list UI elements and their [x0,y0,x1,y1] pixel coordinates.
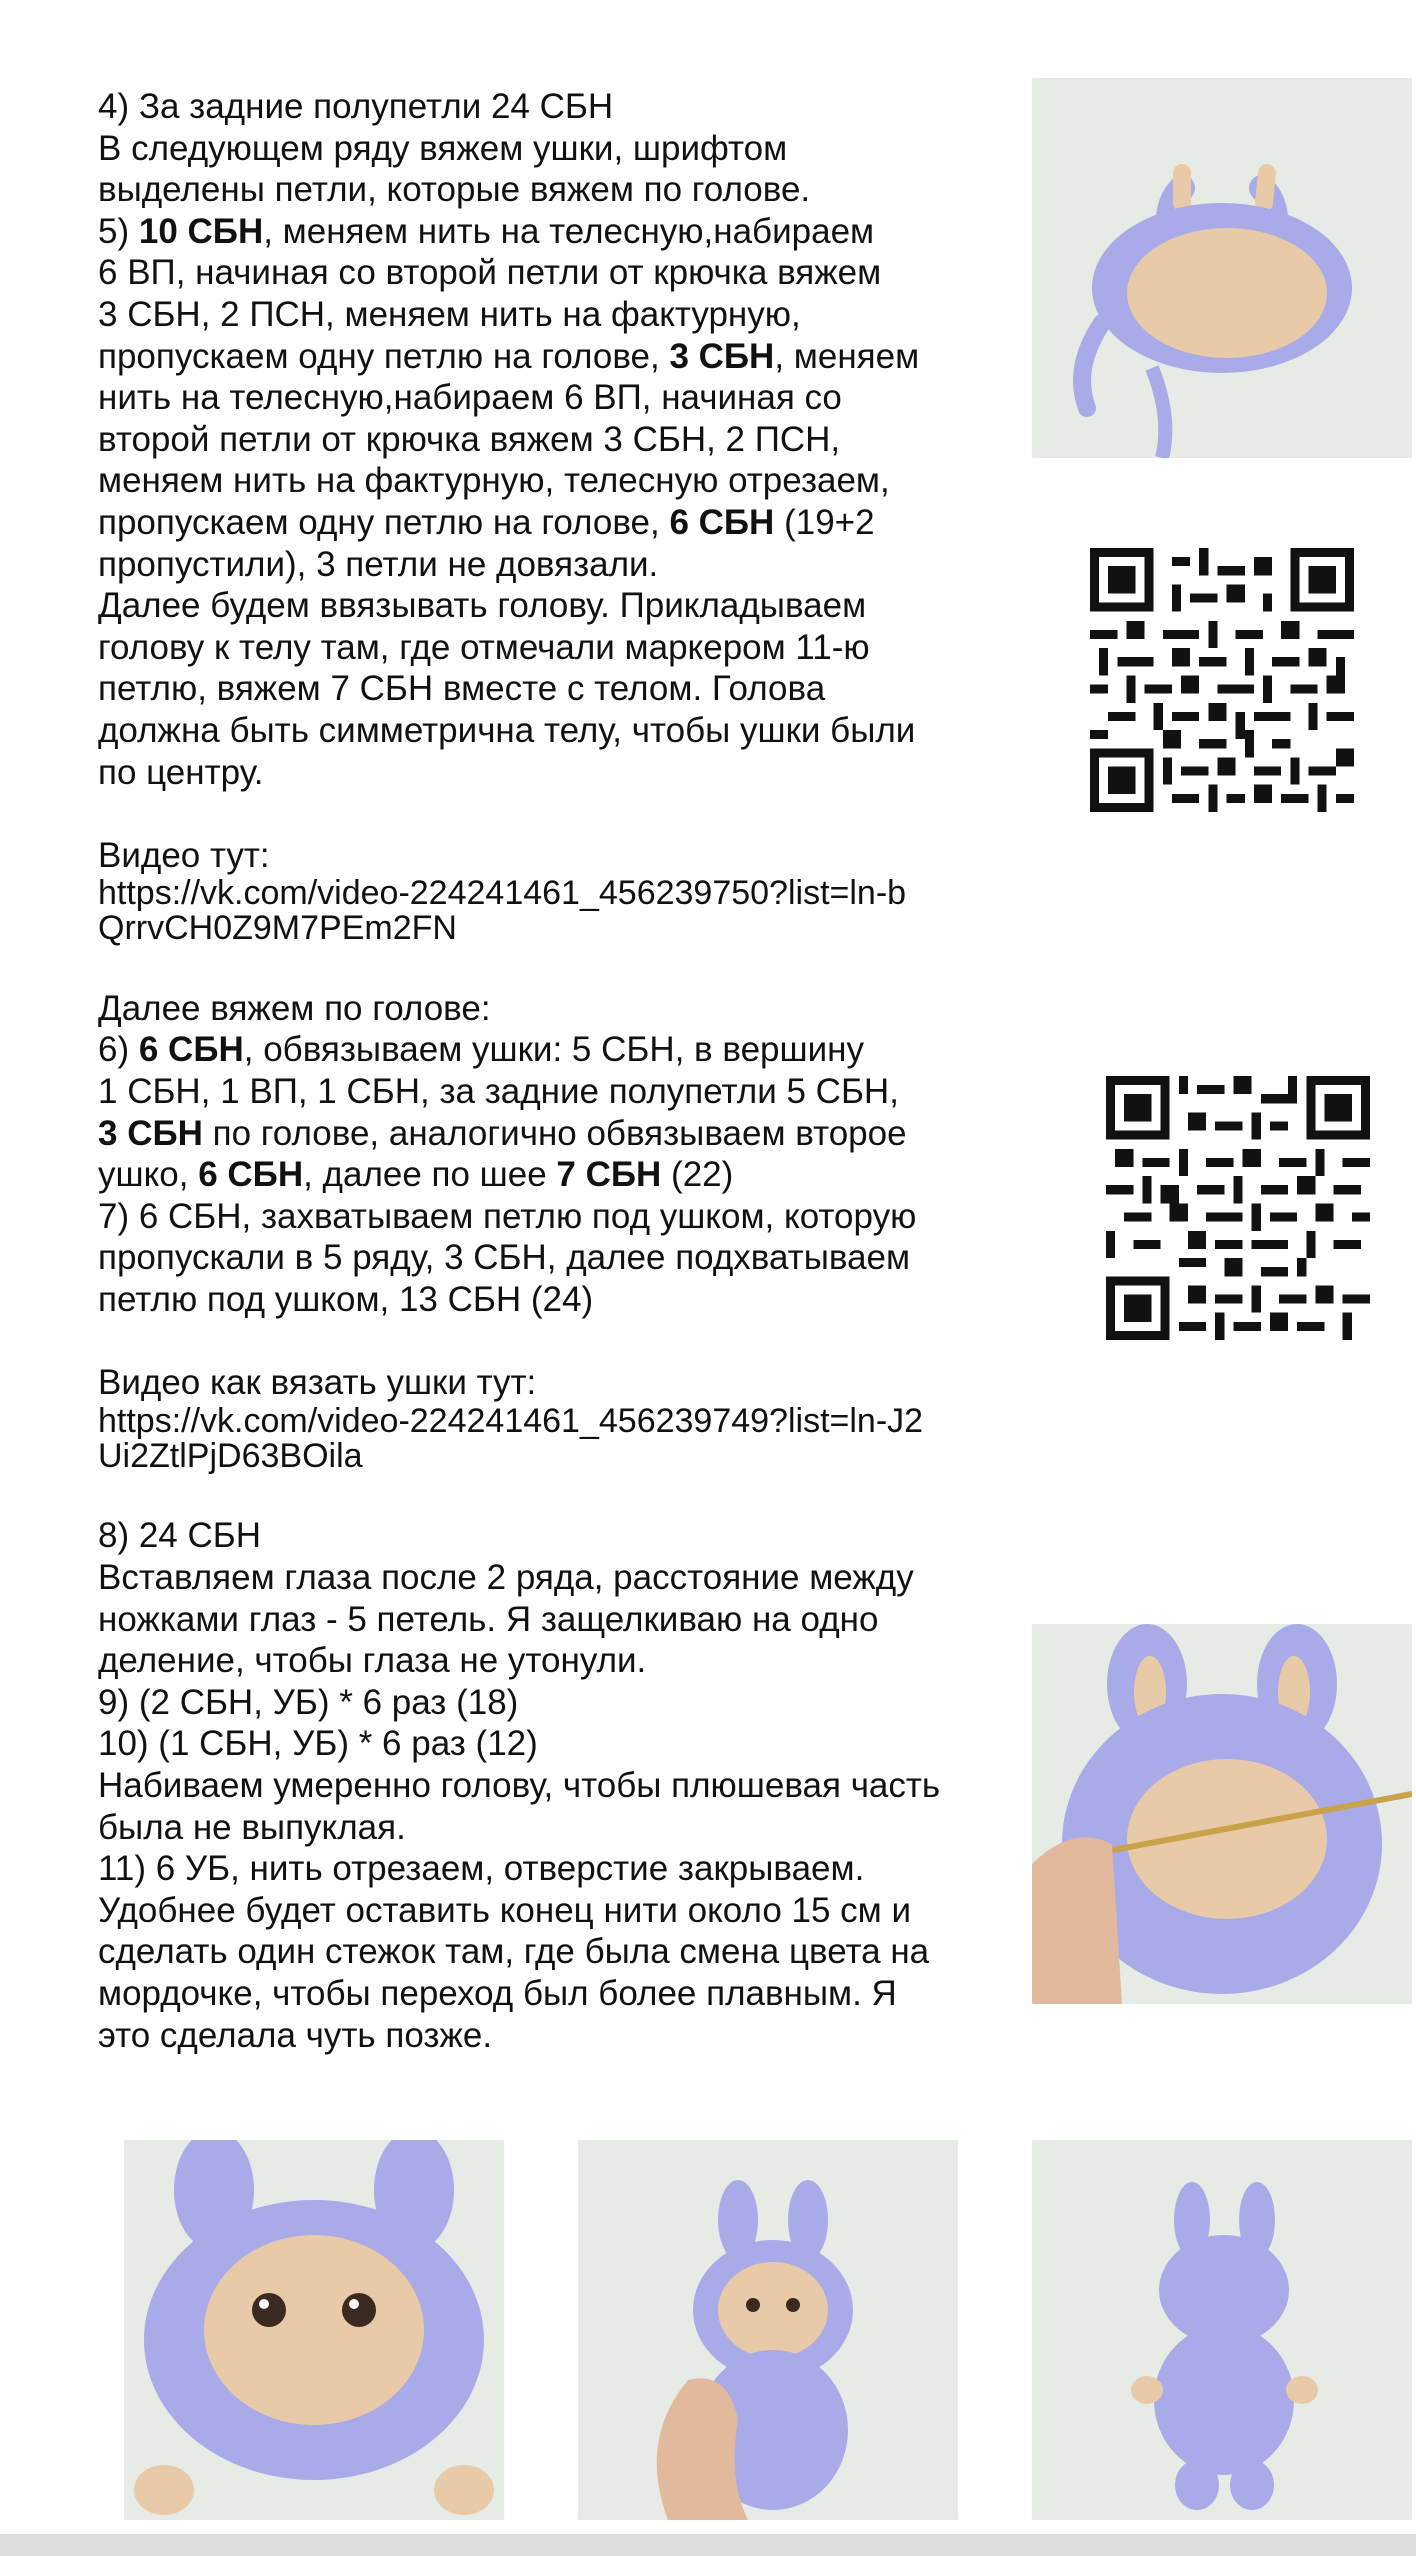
qr-code-video-2[interactable] [1106,1076,1370,1340]
row-4: 4) За задние полупетли 24 СБН [98,87,614,126]
row-7-line: пропускали в 5 ряду, 3 СБН, далее подхватываем [98,1238,911,1278]
row-7-line: петлю под ушком, 13 СБН (24) [98,1280,594,1320]
attach-head-line: должна быть симметрична телу, чтобы ушки были [98,710,916,750]
finished-toy-closeup-photo [124,2140,504,2520]
row-5-line: пропускаем одну петлю на голове, 3 СБН, меняем [98,336,920,376]
attach-head-line: петлю, вяжем 7 СБН вместе с телом. Голова [98,669,826,709]
row-6: 6) 6 СБН, обвязываем ушки: 5 СБН, в вершину [98,1030,864,1070]
video-label: Видео как вязать ушки тут: [98,1363,537,1403]
row-5-line: пропускаем одну петлю на голове, 6 СБН (19+2 [98,502,875,542]
attach-head-line: по центру. [98,752,264,792]
attach-head-line: голову к телу там, где отмечали маркером 11-ю [98,627,870,667]
row-6-line: 3 СБН по голове, аналогично обвязываем второе [98,1113,907,1153]
eyes-line: ножками глаз - 5 петель. Я защелкиваю на одно [98,1599,879,1639]
tip-line: Удобнее будет оставить конец нити около 15 см и [98,1890,911,1930]
row-5-line: 6 ВП, начиная со второй петли от крючка вяжем [98,253,882,293]
row-11: 11) 6 УБ, нить отрезаем, отверстие закрываем. [98,1849,865,1889]
eyes-line: Вставляем глаза после 2 ряда, расстояние между [98,1558,914,1597]
row-5-line: нить на телесную,набираем 6 ВП, начиная со [98,378,842,418]
row-8: 8) 24 СБН [98,1516,262,1556]
qr-code-video-1[interactable] [1090,548,1354,812]
bottom-bar [0,2534,1416,2556]
toy-back-view-photo [1032,2140,1412,2520]
head-intro: Далее вяжем по голове: [98,988,491,1028]
row-5: 5) 10 СБН, меняем нить на телесную,набираем [98,211,875,251]
row-10: 10) (1 СБН, УБ) * 6 раз (12) [98,1724,538,1764]
toy-with-hook-photo [1032,1624,1412,2004]
video-label: Видео тут: [98,835,270,875]
row-9: 9) (2 СБН, УБ) * 6 раз (18) [98,1682,519,1722]
tip-line: мордочке, чтобы переход был более плавным. Я [98,1973,897,2013]
row-7: 7) 6 СБН, захватываем петлю под ушком, которую [98,1196,917,1236]
row-5-line: меняем нить на фактурную, телесную отрезаем, [98,461,890,501]
pattern-text [98,86,998,2056]
stuffing-line: была не выпуклая. [98,1807,406,1847]
row-5-line: пропустили), 3 петли не довязали. [98,544,659,584]
tip-line: сделать один стежок там, где была смена цвета на [98,1932,930,1972]
ears-intro-line: В следующем ряду вяжем ушки, шрифтом [98,128,788,168]
tip-line: это сделала чуть позже. [98,2015,493,2055]
row-5-line: 3 СБН, 2 ПСН, меняем нить на фактурную, [98,294,801,334]
row-6-line: ушко, 6 СБН, далее по шее 7 СБН (22) [98,1155,734,1195]
video-link[interactable]: https://vk.com/video-224241461_456239750?list=ln-b QrrvCH0Z9M7PEm2FN [98,874,907,948]
video-link[interactable]: https://vk.com/video-224241461_456239749?list=ln-J2 Ui2ZtlPjD63BOila [98,1401,924,1475]
row-6-line: 1 СБН, 1 ВП, 1 СБН, за задние полупетли 5 СБН, [98,1072,899,1112]
attach-head-line: Далее будем ввязывать голову. Прикладываем [98,586,867,626]
stuffing-line: Набиваем умеренно голову, чтобы плюшевая часть [98,1765,941,1805]
toy-in-hand-photo [578,2140,958,2520]
head-ears-photo [1032,78,1412,458]
row-5-line: второй петли от крючка вяжем 3 СБН, 2 ПСН, [98,419,841,459]
ears-intro-line: выделены петли, которые вяжем по голове. [98,170,811,210]
eyes-line: деление, чтобы глаза не утонули. [98,1641,647,1681]
